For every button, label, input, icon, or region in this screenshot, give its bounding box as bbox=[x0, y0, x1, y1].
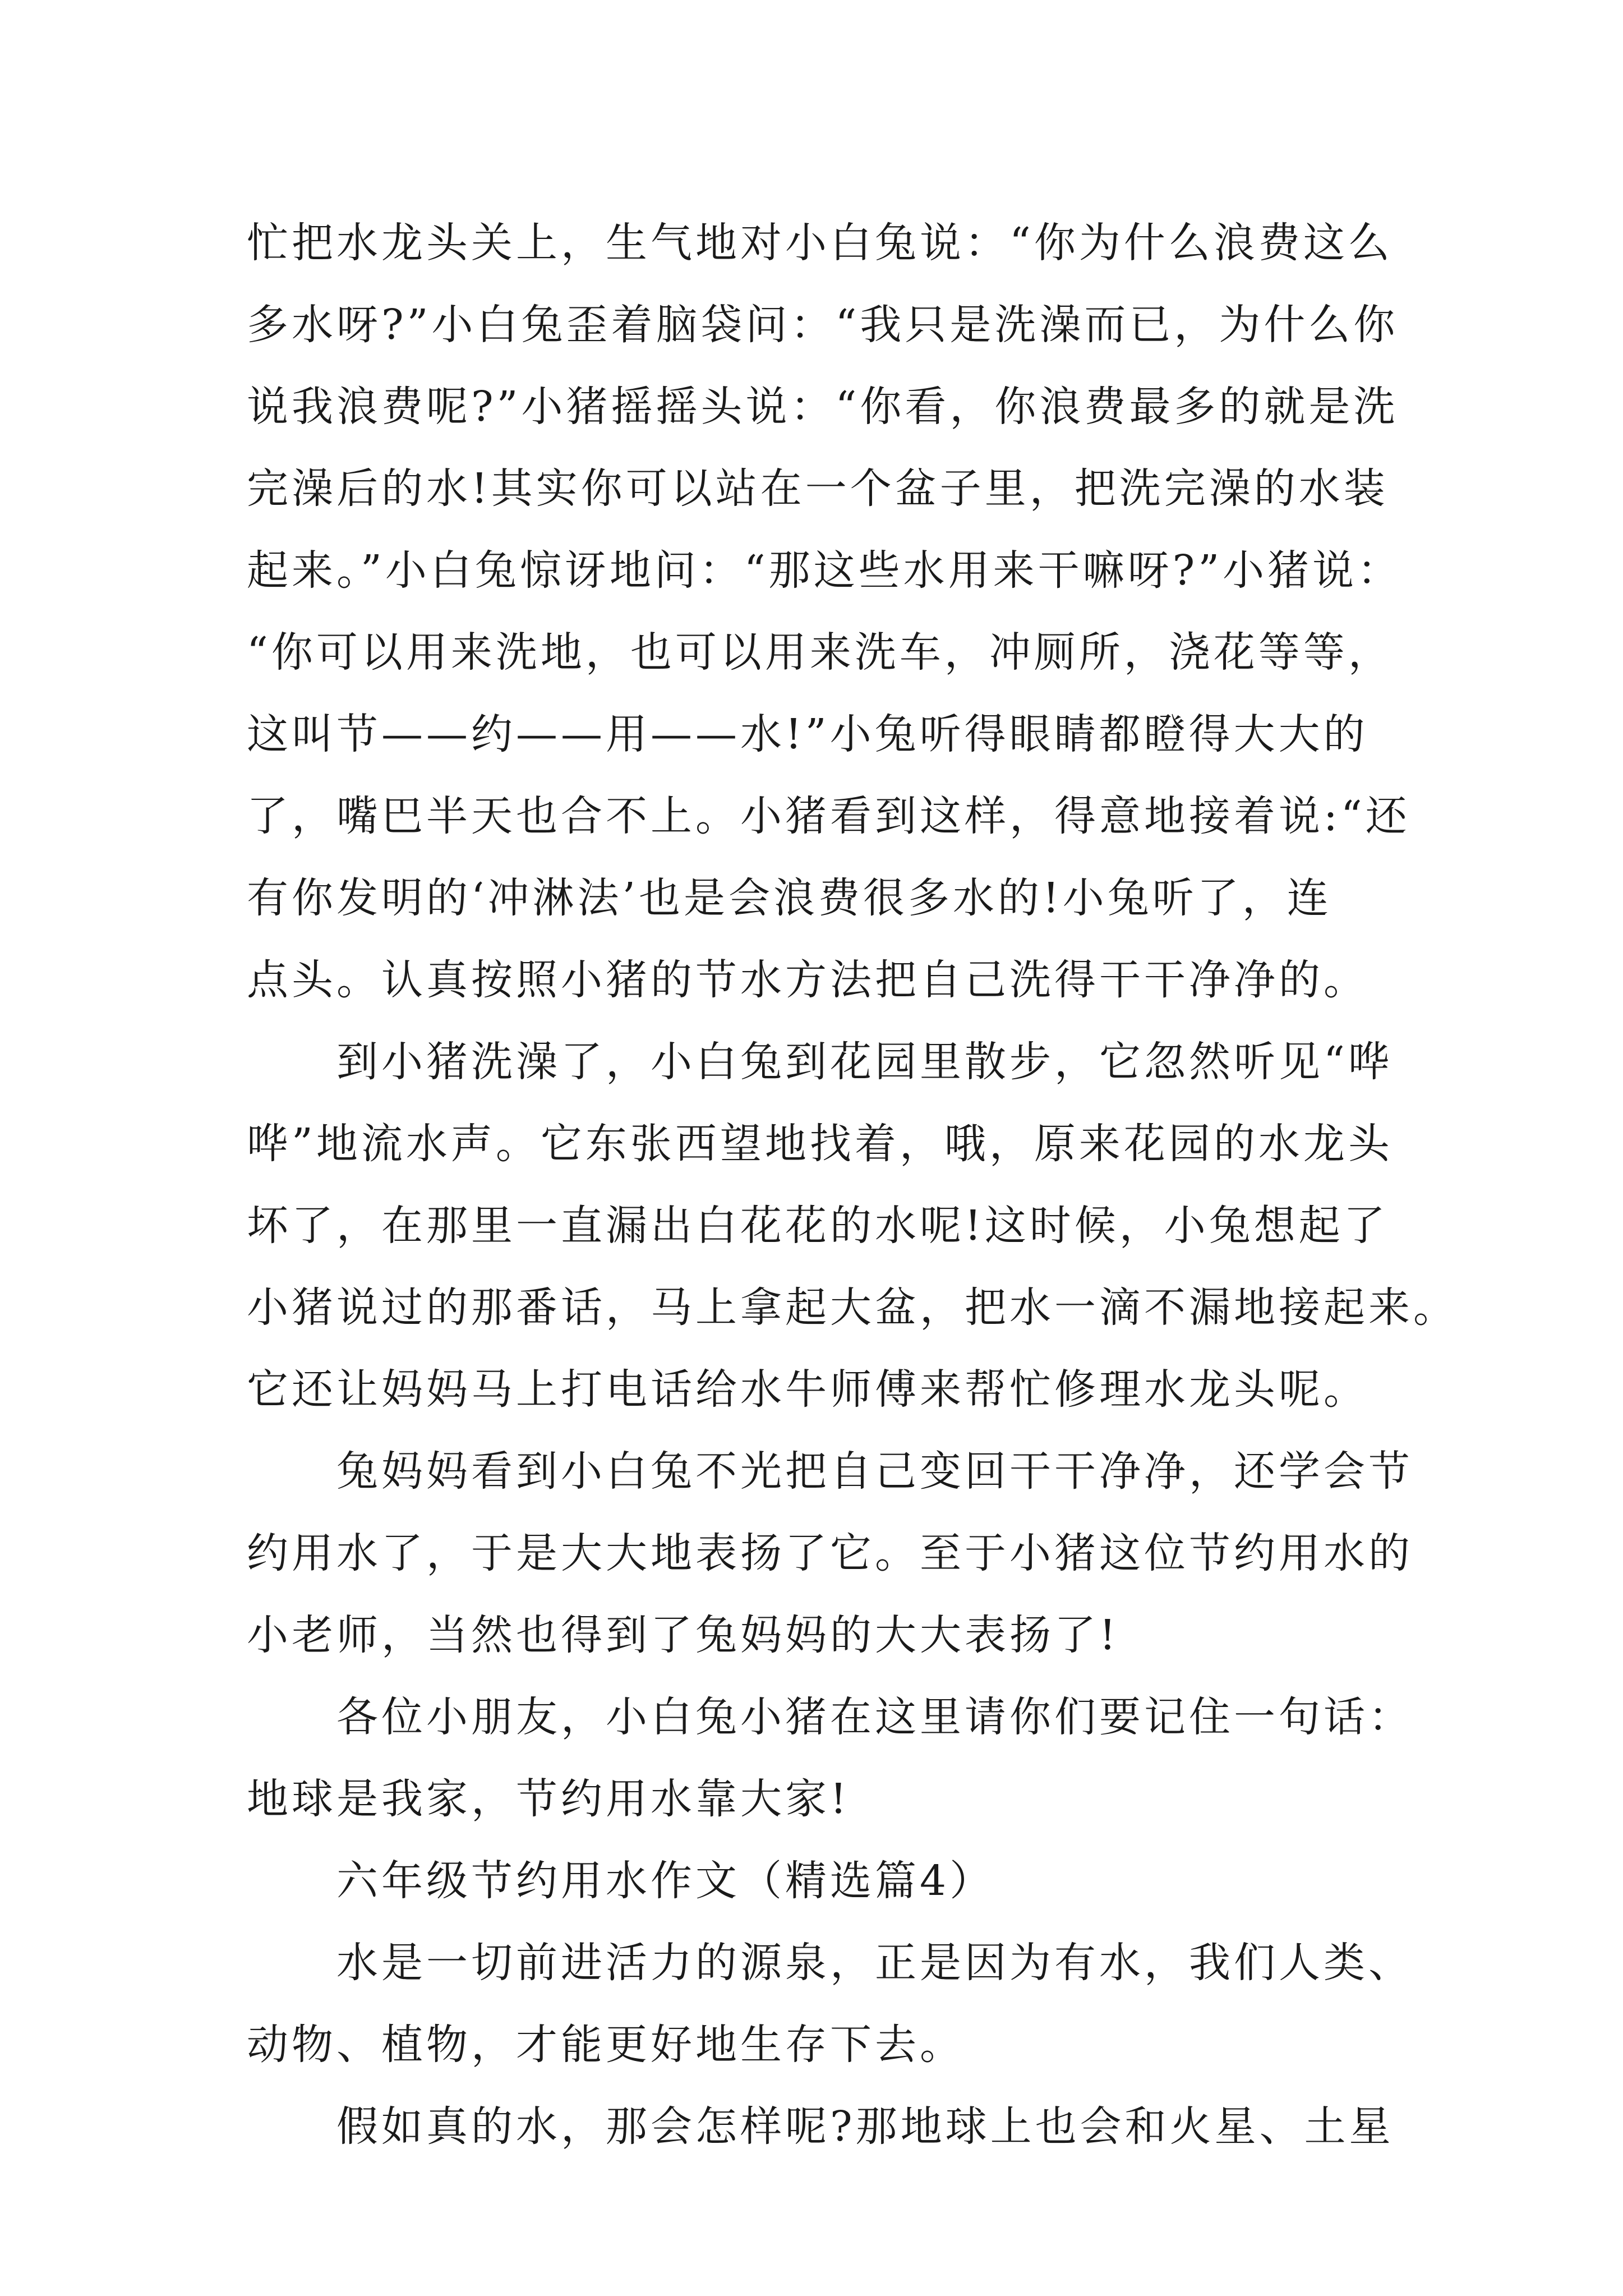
paragraph-1 bbox=[247, 202, 1424, 1021]
text-line: 有你发明的‘冲淋法’也是会浪费很多水的!小兔听了，连 bbox=[247, 874, 1332, 922]
text-line: 忙把水龙头关上，生气地对小白兔说：“你为什么浪费这么 bbox=[247, 219, 1393, 267]
text-line: 约用水了，于是大大地表扬了它。至于小猪这位节约用水的 bbox=[247, 1529, 1413, 1577]
text-line: 点头。认真按照小猪的节水方法把自己洗得干干净净的。 bbox=[247, 956, 1368, 1004]
paragraph-4 bbox=[247, 1676, 1424, 1840]
text-line: 地球是我家，节约用水靠大家! bbox=[247, 1775, 850, 1823]
text-line: 水是一切前进活力的源泉，正是因为有水，我们人类、 bbox=[336, 1939, 1413, 1987]
text-line: 假如真的水，那会怎样呢?那地球上也会和火星、土星 bbox=[336, 2102, 1394, 2151]
text-line: 完澡后的水!其实你可以站在一个盆子里，把洗完澡的水装 bbox=[247, 464, 1389, 513]
text-line: 动物、植物，才能更好地生存下去。 bbox=[247, 2021, 965, 2069]
text-line: 了，嘴巴半天也合不上。小猪看到这样，得意地接着说:“还 bbox=[247, 792, 1410, 840]
text-line: 哗”地流水声。它东张西望地找着，哦，原来花园的水龙头 bbox=[247, 1120, 1393, 1168]
text-line: 小老师，当然也得到了兔妈妈的大大表扬了! bbox=[247, 1611, 1119, 1659]
section-heading bbox=[247, 1840, 1424, 1922]
heading-line: 六年级节约用水作文（精选篇4） bbox=[336, 1857, 995, 1905]
paragraph-3 bbox=[247, 1430, 1424, 1676]
article-body bbox=[247, 202, 1458, 2168]
text-line: 这叫节——约——用——水!”小兔听得眼睛都瞪得大大的 bbox=[247, 710, 1368, 758]
text-line: 多水呀?”小白兔歪着脑袋问：“我只是洗澡而已，为什么你 bbox=[247, 301, 1399, 349]
text-line: 到小猪洗澡了，小白兔到花园里散步，它忽然听见“哗 bbox=[336, 1038, 1393, 1086]
text-line: “你可以用来洗地，也可以用来洗车，冲厕所，浇花等等， bbox=[247, 628, 1393, 677]
text-line: 小猪说过的那番话，马上拿起大盆，把水一滴不漏地接起来。 bbox=[247, 1283, 1458, 1332]
text-line: 它还让妈妈马上打电话给水牛师傅来帮忙修理水龙头呢。 bbox=[247, 1365, 1368, 1414]
paragraph-5 bbox=[247, 1922, 1424, 2086]
text-line: 兔妈妈看到小白兔不光把自己变回干干净净，还学会节 bbox=[336, 1447, 1413, 1496]
paragraph-6 bbox=[247, 2086, 1424, 2168]
text-line: 起来。”小白兔惊讶地问：“那这些水用来干嘛呀?”小猪说： bbox=[247, 546, 1403, 595]
paragraph-2 bbox=[247, 1021, 1458, 1430]
text-line: 各位小朋友，小白兔小猪在这里请你们要记住一句话： bbox=[336, 1693, 1413, 1741]
text-line: 说我浪费呢?”小猪摇摇头说：“你看，你浪费最多的就是洗 bbox=[247, 383, 1399, 431]
text-line: 坏了，在那里一直漏出白花花的水呢!这时候，小兔想起了 bbox=[247, 1202, 1389, 1250]
